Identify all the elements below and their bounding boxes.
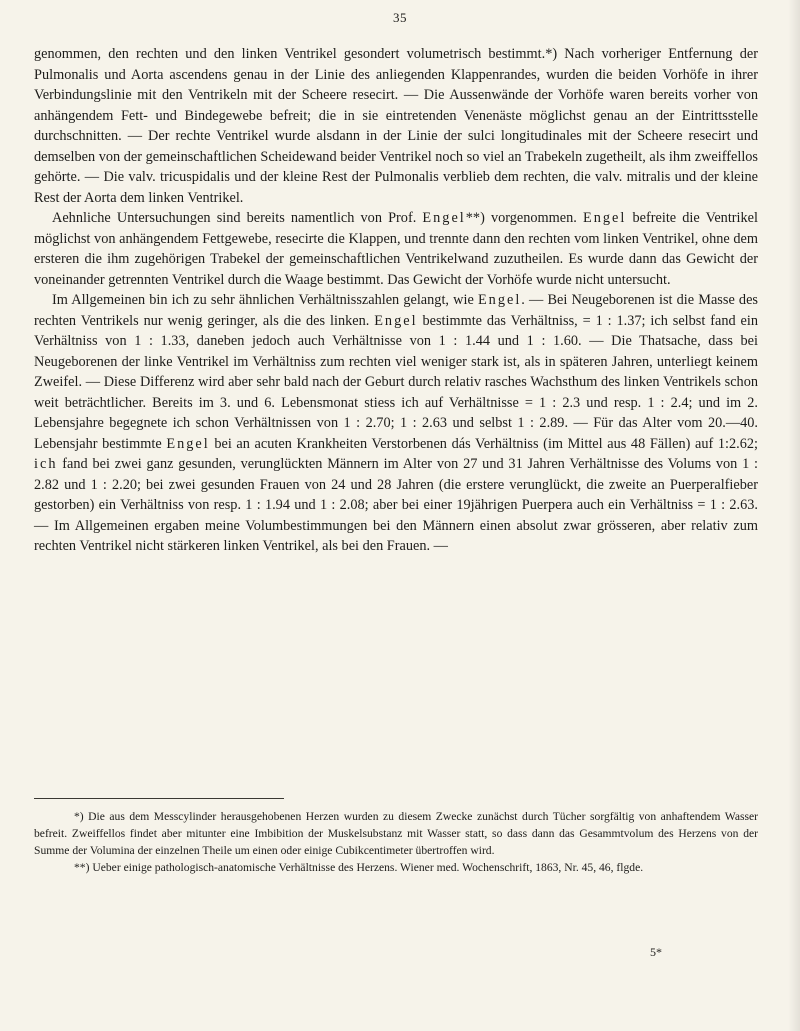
- footnote-2: **) Ueber einige pathologisch-anatomische Verhältnisse des Herzens. Wiener med. Wochenschrift, 1863, Nr. 45, 46, flgde.: [74, 861, 644, 874]
- paragraph-2-text-b: **) vorgenommen.: [465, 210, 583, 226]
- author-name-engel: Engel: [477, 292, 522, 308]
- footnotes: [34, 808, 758, 876]
- paragraph-3-text-e: fand bei zwei ganz gesunden, verunglückten Männern im Alter von 27 und 31 Jahren Verhältnisse des Volums von 1 : 2.82 und 1 : 2.20; bei zwei gesunden Frauen von 24 und 28 Jahren (die erstere verunglückt, die zweite an Puerperalfieber gestorben) ein Verhältniss von resp. 1 : 1.94 und 1 : 2.08; aber bei einer 19jährigen Puerpera auch ein Verhältniss = 1 : 2.63. — Im Allgemeinen ergaben meine Volumbestimmungen bei den Männern einen absolut zwar grösseren, aber relativ zum rechten Ventrikel nicht stärkeren linken Ventrikel, als bei den Frauen. —: [34, 456, 758, 554]
- paragraph-2-text-a: Aehnliche Untersuchungen sind bereits namentlich von Prof.: [52, 210, 423, 226]
- paragraph-2-text-c: befreite die Ventrikel möglichst von anhängendem Fettgewebe, resecirte die Klappen, und trennte dann den rechten vom linken Ventrikel, ohne dem ersteren die ihm zugehörigen Trabekel der gemeinschaftlichen Ventrikelwand zuzutheilen. Es wurde dann das Gewicht der voneinander getrennten Ventrikel durch die Waage bestimmt. Das Gewicht der Vorhöfe wurde nicht untersucht.: [34, 210, 758, 288]
- paragraph-3-text-c: bestimmte das Verhältniss, = 1 : 1.37; ich selbst fand ein Verhältniss von 1 : 1.33, daneben jedoch auch Verhältnisse von 1 : 1.44 und 1 : 1.60. — Die Thatsache, dass bei Neugeborenen der linke Ventrikel im Verhältniss zum rechten viel weniger stark ist, als in späteren Jahren, unterliegt keinem Zweifel. — Diese Differenz wird aber sehr bald nach der Geburt durch relativ rasches Wachsthum des linken Ventrikels schon weit beträchtlicher. Bereits im 3. und 6. Lebensmonat stiess ich auf Verhältnisse = 1 : 2.3 und resp. 1 : 2.4; und im 2. Lebensjahre begegnete ich schon Verhältnissen von 1 : 2.70; 1 : 2.63 und selbst 1 : 2.89. — Für das Alter vom 20.—40. Lebensjahr bestimmte: [34, 312, 758, 452]
- paragraph-3-text-b: . — Bei Neugeborenen ist die Masse des rechten Ventrikels nur wenig geringer, als die des linken.: [34, 292, 758, 329]
- printer-signature-mark: 5*: [650, 945, 662, 959]
- author-name-engel: Engel: [583, 210, 627, 226]
- author-name-engel: Engel: [166, 435, 210, 452]
- emphasis-ich: ich: [34, 456, 58, 472]
- footnote-divider: [34, 798, 284, 799]
- paragraph-1: genommen, den rechten und den linken Ventrikel gesondert volumetrisch bestimmt.*) Nach vorheriger Entfernung der Pulmonalis und Aorta ascendens genau in der Linie des anliegenden Klappenrandes, wurden die beiden Vorhöfe in ihrer Verbindungslinie mit den Ventrikeln mit der Scheere resecirt. — Die Aussenwände der Vorhöfe waren bereits vorher von anhängendem Fett- und Bindegewebe befreit; die in sie eintretenden Venenäste möglichst genau an der Eintrittsstelle durchschnitten. — Der rechte Ventrikel wurde alsdann in der Linie der sulci longitudinales mit der Scheere resecirt und demselben von der gemeinschaftlichen Scheidewand beider Ventrikel noch so viel an Trabekeln zugetheilt, als ihm zweiffellos gehörte. — Die valv. tricuspidalis und der kleine Rest der Pulmonalis verblieb dem rechten, die valv. mitralis und der kleine Rest der Aorta dem linken Ventrikel.: [34, 46, 758, 206]
- footnote-1: *) Die aus dem Messcylinder herausgehobenen Herzen wurden zu diesem Zwecke zunächst durch Tücher sorgfältig von anhaftendem Wasser befreit. Zweiffellos findet aber mitunter eine Imbibition der Muskelsubstanz mit Wasser statt, so dass dann das Gesammtvolum des Herzens von der Summe der Volumina der einzelnen Theile um einen oder einige Cubikcentimeter übertroffen wird.: [34, 810, 758, 857]
- author-name-engel: Engel: [422, 210, 466, 226]
- author-name-engel: Engel: [374, 312, 418, 329]
- paragraph-3-text-d: bei an acuten Krankheiten Verstorbenen dás Verhältniss (im Mittel aus 48 Fällen) auf 1:2.62;: [209, 435, 758, 452]
- page-edge-shadow: [788, 0, 800, 1031]
- paragraph-3: [34, 290, 758, 557]
- page-number: 35: [393, 10, 407, 25]
- paragraph-2: [34, 208, 758, 290]
- paragraph-3-text-a: Im Allgemeinen bin ich zu sehr ähnlichen Verhältnisszahlen gelangt, wie: [52, 292, 478, 308]
- body-text: [34, 44, 758, 557]
